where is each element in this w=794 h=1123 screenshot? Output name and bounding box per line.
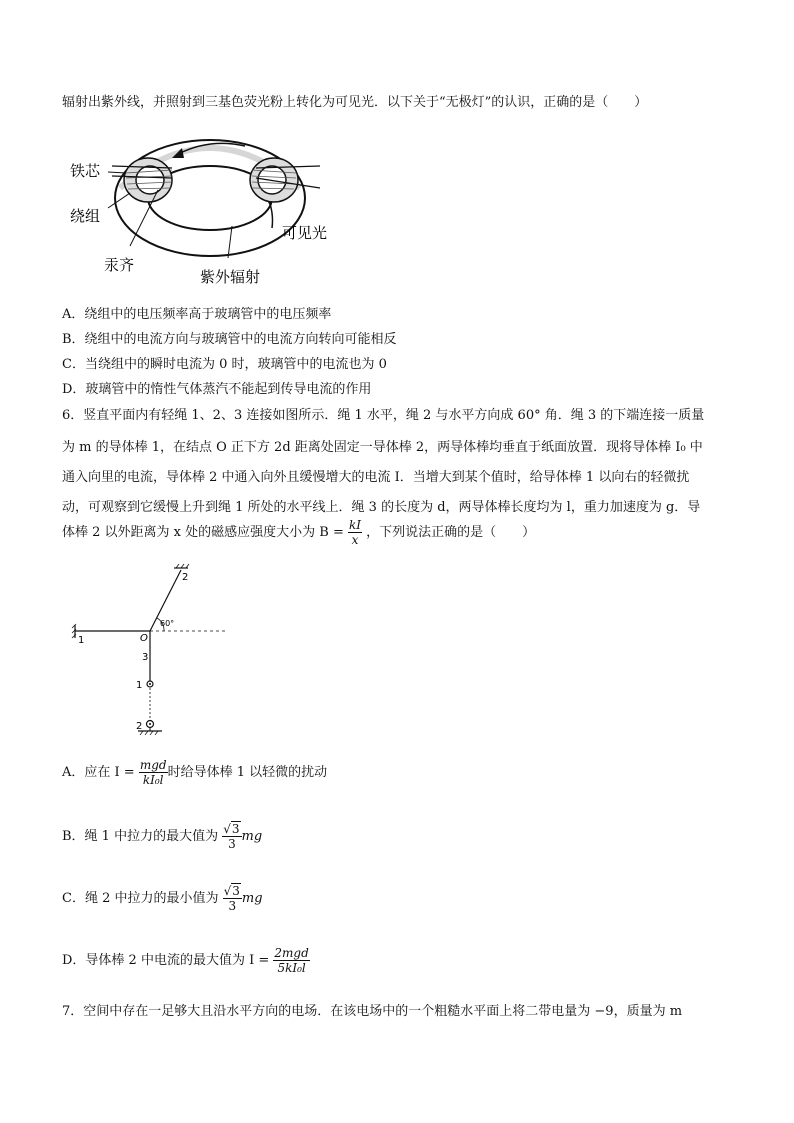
q6-option-a-formula — [139, 758, 168, 787]
q6-option-a — [62, 758, 327, 787]
q5-option-b: B．绕组中的电流方向与玻璃管中的电流方向转向可能相反 — [62, 332, 397, 347]
q6-option-d-formula — [273, 946, 309, 975]
q6-option-b-den: 3 — [228, 837, 236, 851]
q6-option-d-pre: D．导体棒 2 中电流的最大值为 I = — [62, 953, 270, 968]
q6-line-2: 为 m 的导体棒 1，在结点 O 正下方 2d 距离处固定一导体棒 2，两导体棒均垂直于纸面放置．现将导体棒 I₀ 中 — [62, 440, 703, 455]
label-visible: 可见光 — [282, 224, 328, 242]
q6-option-b — [62, 822, 262, 851]
label-rope-1: 1 — [78, 635, 85, 646]
q6-option-c-rad: 3 — [232, 884, 240, 898]
ropes-figure — [70, 560, 240, 735]
q6-option-b-rad: 3 — [231, 822, 240, 836]
q6-line-1: 6．竖直平面内有轻绳 1、2、3 连接如图所示．绳 1 水平，绳 2 与水平方向成 60° 角．绳 3 的下端连接一质量 — [62, 408, 705, 423]
q5-option-c: C．当绕组中的瞬时电流为 0 时，玻璃管中的电流也为 0 — [62, 357, 387, 372]
lamp-figure — [60, 118, 360, 293]
q6-option-c-pre: C．绳 2 中拉力的最小值为 — [62, 891, 219, 906]
q6-option-a-den: kI₀l — [142, 773, 164, 787]
q6-option-a-num: mgd — [139, 758, 167, 772]
label-rope-3: 3 — [142, 652, 149, 663]
q5-option-d: D．玻璃管中的惰性气体蒸汽不能起到传导电流的作用 — [62, 382, 372, 397]
left-coil — [124, 158, 172, 202]
q6-option-b-pre: B．绳 1 中拉力的最大值为 — [62, 829, 219, 844]
q7-line-1: 7．空间中存在一足够大且沿水平方向的电场．在该电场中的一个粗糙水平面上将二带电量为 −9，质量为 m — [62, 1004, 683, 1019]
q6-option-a-post: 时给导体棒 1 以轻微的扰动 — [167, 765, 328, 780]
q6-option-a-pre: A．应在 I = — [62, 765, 135, 780]
q6-option-c — [62, 884, 263, 913]
q6-option-c-den: 3 — [228, 899, 237, 913]
q6-line-4: 动，可观察到它缓慢上升到绳 1 所处的水平线上．绳 3 的长度为 d，两导体棒长度均为 l，重力加速度为 g．导 — [62, 500, 701, 515]
right-coil — [250, 158, 298, 202]
q6-option-b-formula — [222, 822, 241, 851]
q6-option-b-post: mg — [241, 829, 263, 844]
q6-option-c-post: mg — [241, 891, 263, 906]
label-rod-2: 2 — [136, 721, 143, 732]
b-formula-den: x — [351, 533, 359, 547]
label-angle: 60° — [160, 619, 175, 628]
q6-option-d-den: 5kI₀l — [277, 961, 306, 975]
q5-intro: 辐射出紫外线，并照射到三基色荧光粉上转化为可见光．以下关于“无极灯”的认识，正确的是（ ） — [62, 95, 648, 110]
q5-option-a: A．绕组中的电压频率高于玻璃管中的电压频率 — [62, 307, 332, 322]
label-mercury: 汞齐 — [104, 256, 135, 274]
q6-option-c-num: √3 — [223, 884, 240, 898]
q6-option-c-formula — [223, 884, 242, 913]
label-node: O — [140, 633, 148, 644]
label-rope-2: 2 — [182, 572, 189, 583]
q6-option-b-num: √3 — [223, 822, 240, 836]
label-uv: 紫外辐射 — [200, 268, 261, 286]
b-formula — [348, 518, 362, 547]
q6-line-5 — [62, 518, 535, 547]
label-core: 铁芯 — [70, 162, 101, 180]
b-formula-num: kI — [348, 518, 361, 532]
q6-option-d — [62, 946, 310, 975]
label-coil: 绕组 — [70, 207, 101, 225]
q6-line-3: 通入向里的电流，导体棒 2 中通入向外且缓慢增大的电流 I．当增大到某个值时，给导体棒 1 以向右的轻微扰 — [62, 470, 690, 485]
q6-option-d-num: 2mgd — [274, 946, 309, 960]
q6-line5-pre: 体棒 2 以外距离为 x 处的磁感应强度大小为 B = — [62, 525, 344, 540]
label-rod-1: 1 — [136, 680, 143, 691]
q6-line5-post: ，下列说法正确的是（ ） — [366, 525, 536, 540]
